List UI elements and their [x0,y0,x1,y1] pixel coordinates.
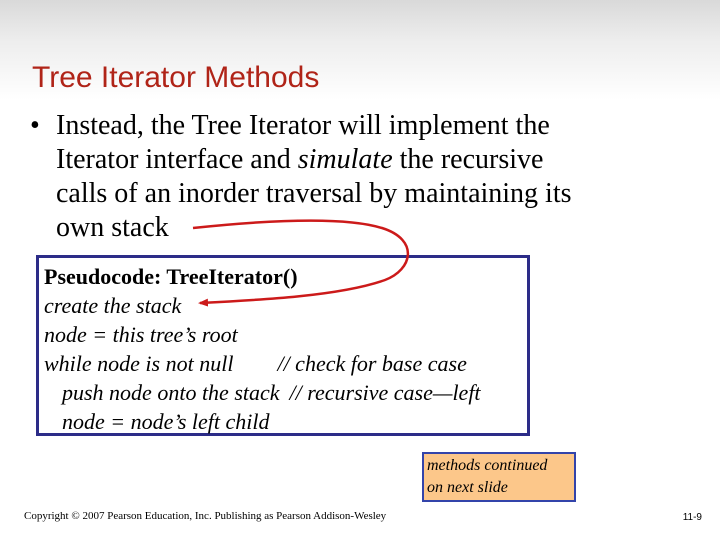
slide-title: Tree Iterator Methods [32,61,320,94]
bullet-emphasis: simulate [297,144,393,175]
note-line-2: on next slide [427,479,508,496]
page-number: 11-9 [682,512,702,523]
pseudocode-line-4-comment: // recursive case—left [289,380,481,405]
pseudocode-line-2: node = this tree’s root [44,322,238,347]
pseudocode-line-3 [44,349,481,378]
bullet-line-2-start: Iterator interface and [56,144,298,175]
pseudocode-line-1: create the stack [44,293,182,318]
bullet-line-1: Instead, the Tree Iterator will implement the [56,110,550,141]
bullet-line-2-end: the recursive [392,144,544,175]
pseudocode-line-3-comment: // check for base case [277,351,467,376]
bullet-line-3: calls of an inorder traversal by maintaining its [56,178,572,209]
pseudocode-line-4 [44,378,481,407]
bullet-line-4: own stack [56,212,169,243]
note-line-1: methods continued [427,457,548,474]
continued-note [422,452,576,502]
pseudocode-line-4-code: push node onto the stack [62,380,280,405]
pseudocode-line-3-code: while node is not null [44,351,234,376]
copyright-footer: Copyright © 2007 Pearson Education, Inc. Publishing as Pearson Addison-Wesley [24,510,387,522]
pseudocode-box [36,255,530,436]
bullet-marker: • [30,110,40,141]
pseudocode-heading: Pseudocode: TreeIterator() [44,264,298,289]
bullet-text [56,109,572,245]
bullet-line-2 [56,143,572,177]
pseudocode-body [44,262,481,436]
pseudocode-line-5: node = node’s left child [62,409,270,434]
